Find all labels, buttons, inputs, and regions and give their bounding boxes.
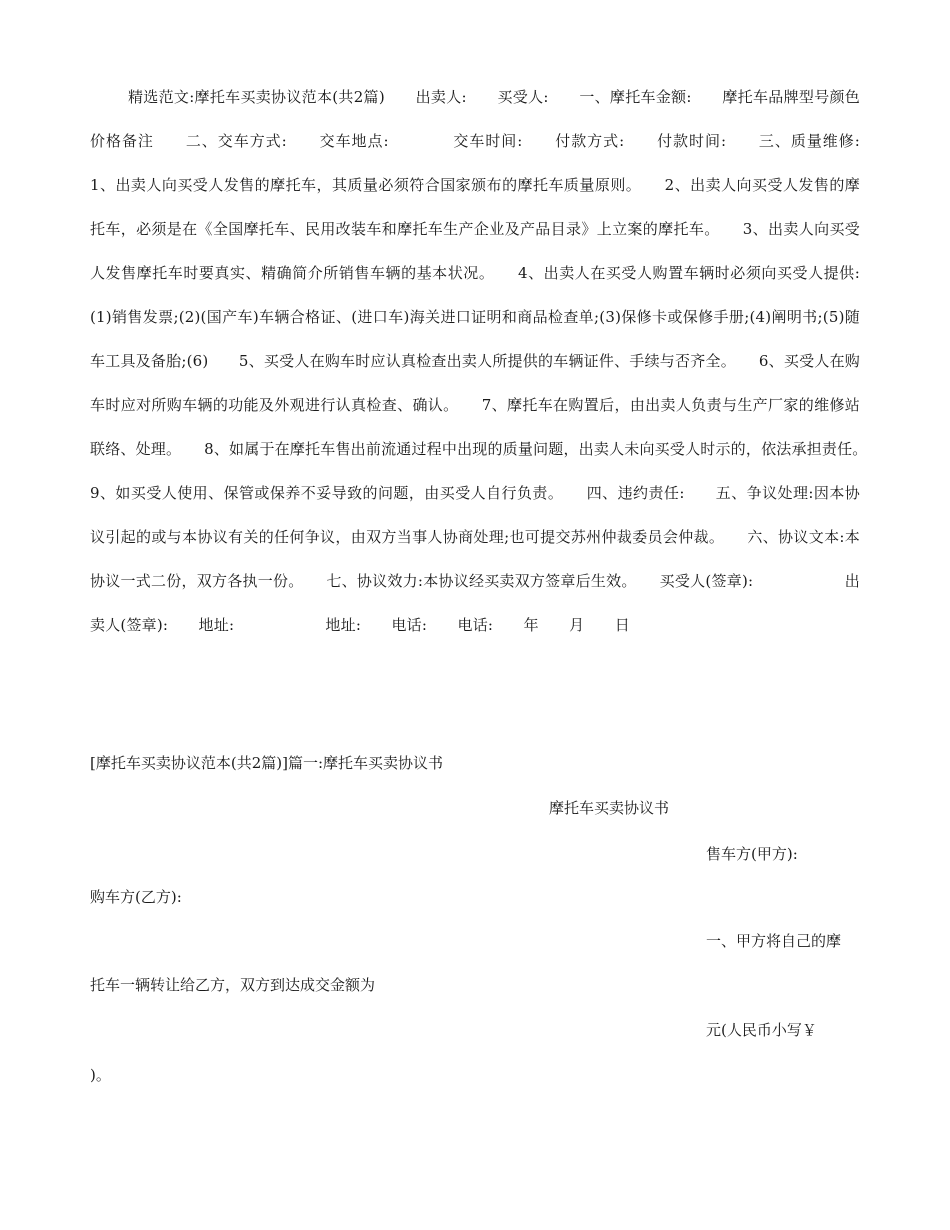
clause1-part2: 托车一辆转让给乙方，双方到达成交金额为 [90, 976, 376, 994]
closing-text: )。 [90, 1066, 111, 1084]
seller-label: 售车方(甲方): [706, 845, 798, 863]
clause1-part1: 一、甲方将自己的摩 [706, 932, 842, 950]
body-paragraph: 精选范文:摩托车买卖协议范本(共2篇) 出卖人: 买受人: 一、摩托车金额: 摩托车品牌型号颜色价格备注 二、交车方式: 交车地点: 交车时间: 付款方式: 付款时间: 三、质量维修: 1、出卖人向买受人发售的摩托车，其质量必须符合国家颁布的摩托车质量原则。 2、出卖人向买受人发售的摩托车，必须是在《全国摩托车、民用改装车和摩托车生产企业及产品目录》上立案的摩托车。 3、出卖人向买受人发售摩托车时要真实、精确简介所销售车辆的基本状况。 4、出卖人在买受人购置车辆时必须向买受人提供:(1)销售发票;(2)(国产车)车辆合格证、(进口车)海关进口证明和商品检查单;(3)保修卡或保修手册;(4)阐明书;(5)随车工具及备胎;(6) 5、买受人在购车时应认真检查出卖人所提供的车辆证件、手续与否齐全。 6、买受人在购车时应对所购车辆的功能及外观进行认真检查、确认。 7、摩托车在购置后，由出卖人负责与生产厂家的维修站联络、处理。 8、如属于在摩托车售出前流通过程中出现的质量问题，出卖人未向买受人时示的，依法承担责任。 9、如买受人使用、保管或保养不妥导致的问题，由买受人自行负责。 四、违约责任: 五、争议处理:因本协议引起的或与本协议有关的任何争议，由双方当事人协商处理;也可提交苏州仲裁委员会仲裁。 六、协议文本:本协议一式二份，双方各执一份。 七、协议效力:本协议经买卖双方签章后生效。 买受人(签章): 出卖人(签章): 地址: 地址: 电话: 电话: 年 月 日 [90, 88, 891, 634]
doc-title: 摩托车买卖协议书 [549, 799, 670, 817]
section-header: [摩托车买卖协议范本(共2篇)]篇一:摩托车买卖协议书 [90, 754, 444, 772]
amount-label: 元(人民币小写￥ [706, 1021, 817, 1039]
buyer-label: 购车方(乙方): [90, 888, 182, 906]
